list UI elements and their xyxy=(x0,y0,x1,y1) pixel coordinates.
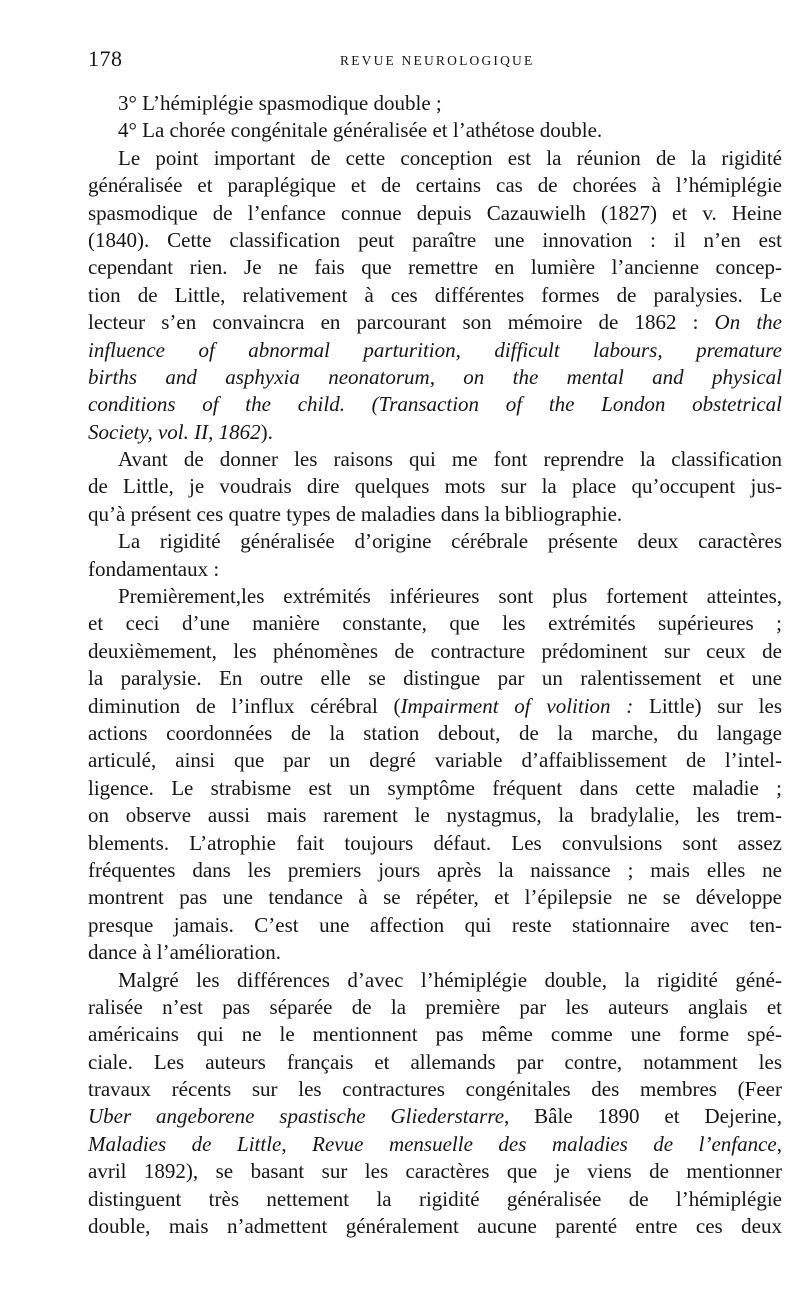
text-line xyxy=(88,775,782,802)
italic-segment: Maladies de Little xyxy=(88,1131,282,1156)
text-line xyxy=(88,528,782,555)
italic-segment: On the xyxy=(714,310,782,335)
text-segment: (1840). Cette classification peut paraître une innovation : il n’en est xyxy=(88,227,782,252)
text-segment: Malgré les différences d’avec l’hémiplégie double, la rigidité géné- xyxy=(118,967,782,992)
text-segment: , Bâle 1890 et Dejerine, xyxy=(504,1104,782,1129)
text-line xyxy=(88,884,782,911)
text-segment: presque jamais. C’est une affection qui reste stationnaire avec ten- xyxy=(88,912,782,937)
text-segment: fondamentaux : xyxy=(88,556,220,581)
italic-segment: births and asphyxia neonatorum, on the mental and physical xyxy=(88,364,782,389)
text-line xyxy=(88,1186,782,1213)
text-line xyxy=(88,939,782,966)
text-line xyxy=(88,912,782,939)
text-line xyxy=(88,282,782,309)
text-segment: ). xyxy=(260,419,273,444)
text-segment: 4° La chorée congénitale généralisée et l’athétose double. xyxy=(118,118,603,143)
text-segment: la paralysie. En outre elle se distingue par un ralentissement et une xyxy=(88,666,782,691)
text-segment: spasmodique de l’enfance connue depuis Cazauwielh (1827) et v. Heine xyxy=(88,200,782,225)
italic-segment: Uber angeborene spastische Gliederstarre xyxy=(88,1104,505,1129)
text-line xyxy=(88,200,782,227)
text-segment: et ceci d’une manière constante, que les extrémités supérieures ; xyxy=(88,611,782,636)
text-segment: ciale. Les auteurs français et allemands par contre, notamment les xyxy=(88,1049,782,1074)
text-line xyxy=(88,473,782,500)
text-line xyxy=(88,309,782,336)
text-line xyxy=(88,693,782,720)
italic-segment: Revue mensuelle des maladies de l’enfance xyxy=(312,1131,777,1156)
text-segment: Le point important de cette conception est la réunion de la rigidité xyxy=(118,145,782,170)
text-line xyxy=(88,610,782,637)
text-line xyxy=(88,227,782,254)
text-line xyxy=(88,172,782,199)
text-line xyxy=(88,254,782,281)
text-line xyxy=(88,1103,782,1130)
text-segment: américains qui ne le mentionnent pas même comme une forme spé- xyxy=(88,1022,782,1047)
page-number: 178 xyxy=(88,46,123,71)
text-line xyxy=(88,446,782,473)
text-line xyxy=(88,720,782,747)
text-segment: Little) sur les xyxy=(633,693,782,718)
text-line xyxy=(88,501,782,528)
text-line xyxy=(88,1021,782,1048)
text-segment: diminution de l’influx cérébral ( xyxy=(88,693,401,718)
text-line xyxy=(88,967,782,994)
text-segment: travaux récents sur les contractures congénitales des membres (Feer xyxy=(88,1077,782,1102)
text-segment: lecteur s’en convaincra en parcourant son mémoire de 1862 : xyxy=(88,310,715,335)
text-segment: Avant de donner les raisons qui me font reprendre la classification xyxy=(118,447,782,472)
text-segment: , xyxy=(776,1131,783,1156)
text-segment: double, mais n’admettent généralement aucune parenté entre ces deux xyxy=(88,1214,782,1239)
text-segment: généralisée et paraplégique et de certains cas de chorées à l’hémiplégie xyxy=(88,173,782,198)
italic-segment: Society, vol. II, 1862 xyxy=(88,419,261,444)
text-line xyxy=(88,556,782,583)
text-segment: ralisée n’est pas séparée de la première par les auteurs anglais et xyxy=(88,994,782,1019)
text-segment: Premièrement,les extrémités inférieures sont plus fortement atteintes, xyxy=(118,584,782,609)
text-line xyxy=(88,337,782,364)
text-segment: tion de Little, relativement à ces différentes formes de paralysies. Le xyxy=(88,282,782,307)
body-text xyxy=(88,90,782,1240)
text-segment: actions coordonnées de la station debout, de la marche, du langage xyxy=(88,720,782,745)
text-line xyxy=(88,994,782,1021)
text-segment: de Little, je voudrais dire quelques mots sur la place qu’occupent jus- xyxy=(88,474,782,499)
text-line xyxy=(88,364,782,391)
text-segment: cependant rien. Je ne fais que remettre en lumière l’ancienne concep- xyxy=(88,255,782,280)
text-line xyxy=(88,391,782,418)
text-line xyxy=(88,747,782,774)
text-line xyxy=(88,830,782,857)
text-segment: fréquentes dans les premiers jours après la naissance ; mais elles ne xyxy=(88,857,782,882)
text-segment: 3° L’hémiplégie spasmodique double ; xyxy=(118,91,442,115)
text-line xyxy=(88,90,782,117)
text-segment: on observe aussi mais rarement le nystagmus, la bradylalie, les trem- xyxy=(88,803,782,828)
text-line xyxy=(88,145,782,172)
text-line xyxy=(88,1158,782,1185)
text-segment: articulé, ainsi que par un degré variable d’affaiblissement de l’intel- xyxy=(88,748,782,773)
text-segment: avril 1892), se basant sur les caractères que je viens de mentionner xyxy=(88,1159,782,1184)
text-segment: deuxièmement, les phénomènes de contracture prédominent sur ceux de xyxy=(88,638,782,663)
text-segment: dance à l’amélioration. xyxy=(88,940,281,965)
text-segment: blements. L’atrophie fait toujours défaut. Les convulsions sont assez xyxy=(88,830,782,855)
text-line xyxy=(88,419,782,446)
text-line xyxy=(88,1131,782,1158)
text-segment: distinguent très nettement la rigidité généralisée de l’hémiplégie xyxy=(88,1186,782,1211)
text-line xyxy=(88,638,782,665)
text-segment: qu’à présent ces quatre types de maladies dans la bibliographie. xyxy=(88,501,623,526)
journal-title: REVUE NEUROLOGIQUE xyxy=(340,53,535,68)
italic-segment: conditions of the child. (Transaction of the London obstetrical xyxy=(88,392,782,417)
running-head xyxy=(88,46,778,76)
text-line xyxy=(88,1213,782,1240)
text-segment: montrent pas une tendance à se répéter, et l’épilepsie ne se développe xyxy=(88,885,782,910)
text-line xyxy=(88,802,782,829)
text-line xyxy=(88,583,782,610)
text-line xyxy=(88,857,782,884)
text-line xyxy=(88,117,782,144)
text-line xyxy=(88,1049,782,1076)
italic-segment: influence of abnormal parturition, difficult labours, premature xyxy=(88,337,782,362)
italic-segment: Impairment of volition : xyxy=(400,693,634,718)
text-segment: La rigidité généralisée d’origine cérébrale présente deux caractères xyxy=(118,529,782,554)
text-segment: ligence. Le strabisme est un symptôme fréquent dans cette maladie ; xyxy=(88,775,782,800)
text-line xyxy=(88,1076,782,1103)
text-line xyxy=(88,665,782,692)
text-segment: , xyxy=(281,1131,313,1156)
